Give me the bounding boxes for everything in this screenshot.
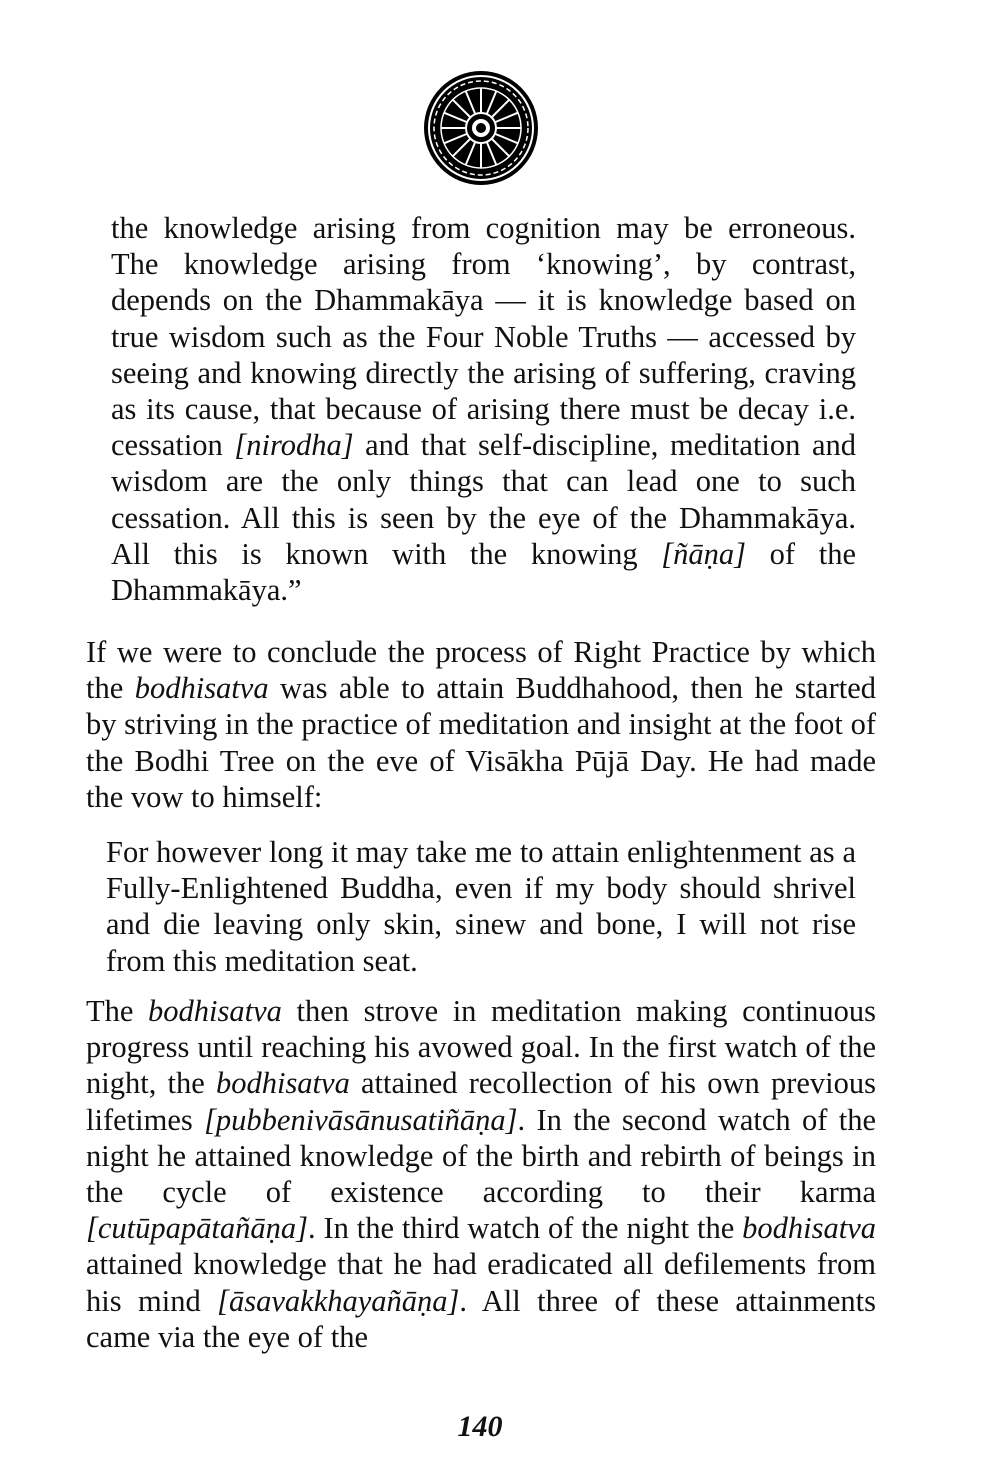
italic-term: bodhisatva <box>148 994 282 1028</box>
text-run: If we were to conclude the process of Right Practice by which the <box>86 635 876 706</box>
page-number: 140 <box>457 1410 503 1443</box>
italic-term: bodhisatva <box>742 1211 876 1246</box>
text-run: of the Dhammakāya.” <box>111 536 856 608</box>
text-run: For however long it may take me to attain enlightenment as a Fully-Enlightened Buddha, even if my body should shrivel and die leaving only skin, sinew and bone, I will not rise from this meditation seat. <box>106 835 856 978</box>
dharma-wheel-icon <box>421 68 541 188</box>
text-run: the knowledge arising from cognition may be erroneous. The knowledge arising from ‘knowing’, by contrast, depends on the Dhammakāya — it is knowledge based on true wisdom such as the Four Noble Truths — accessed by seeing and knowing directly the arising of suffering, craving as its cause, that because of arising there must be decay i.e. cessation <box>111 211 856 463</box>
text-run: . All three of these attainments came via the eye of the <box>86 1283 877 1354</box>
italic-term: [nirodha] <box>234 428 354 463</box>
italic-term: bodhisatva <box>215 1066 350 1101</box>
italic-term: [āsavakkhayañāṇa] <box>217 1283 460 1318</box>
text-run: then strove in meditation making continuous progress until reaching his avowed goal. In the first watch of the night, the <box>86 994 876 1101</box>
italic-term: [ñāṇa] <box>661 536 747 571</box>
text-run: . In the second watch of the night he attained knowledge of the birth and rebirth of beings in the cycle of existence according to their karma <box>86 1102 876 1210</box>
body-paragraph-three-watches <box>86 993 876 1355</box>
text-run: The <box>86 994 149 1028</box>
text-run: attained recollection of his own previous lifetimes <box>86 1066 876 1137</box>
text-run: was able to attain Buddhahood, then he started by striving in the practice of meditation and insight at the foot of the Bodhi Tree on the eve of Visākha Pūjā Day. He had made the vow to himself: <box>86 671 876 814</box>
text-run: . In the third watch of the night the <box>307 1211 743 1246</box>
italic-term: [pubbenivāsānusatiñāṇa] <box>204 1102 518 1137</box>
italic-term: [cutūpapātañāṇa] <box>86 1211 308 1246</box>
text-run: and that self-discipline, meditation and wisdom are the only things that can lead one to such cessation. All this is seen by the eye of the Dhammakāya. All this is known with the knowing <box>111 428 856 571</box>
text-run: attained knowledge that he had eradicated all defilements from his mind <box>86 1247 876 1318</box>
block-quote-vow <box>106 834 856 979</box>
italic-term: bodhisatva <box>134 671 269 706</box>
body-paragraph-continued <box>111 210 856 608</box>
body-paragraph-right-practice <box>86 634 876 815</box>
